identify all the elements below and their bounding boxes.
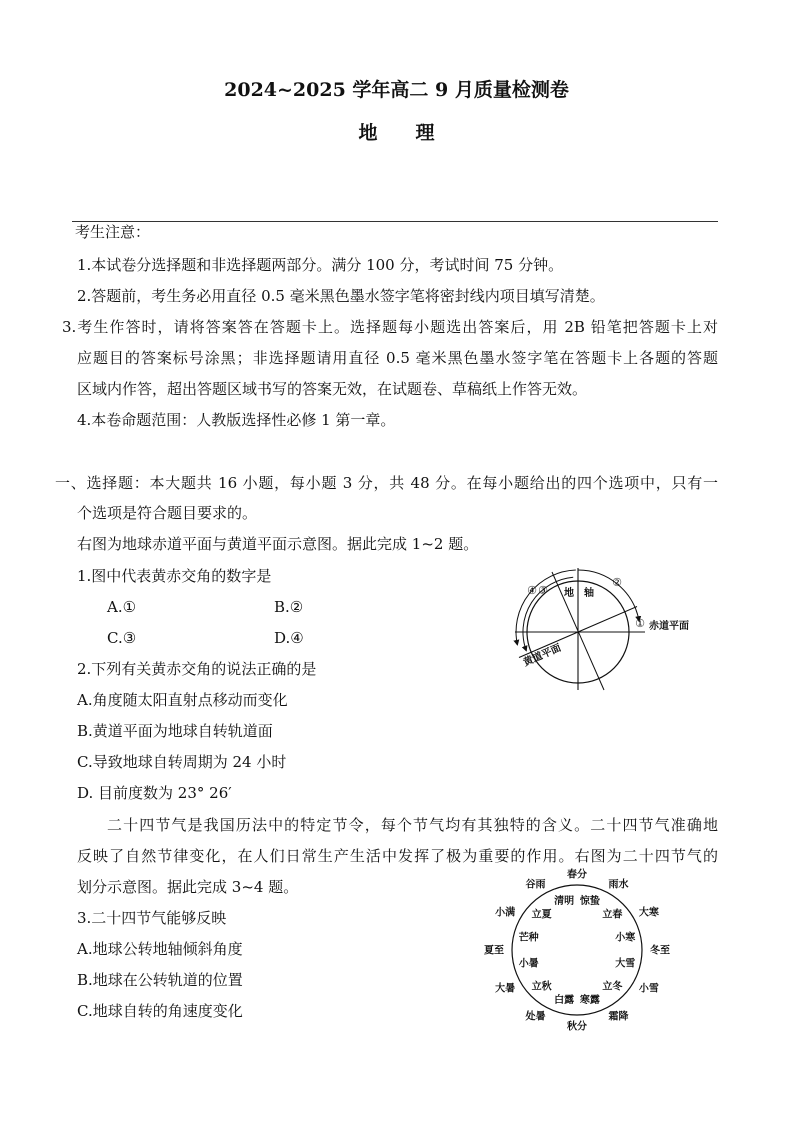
solar-term-label: 惊蛰 [579, 896, 600, 908]
question-stem: 1.图中代表黄赤交角的数字是 [77, 567, 272, 585]
solar-term-label: 立冬 [602, 981, 623, 993]
notice-line: 2.答题前，考生务必用直径 0.5 毫米黑色墨水签字笔将密封线内项目填写清楚。 [77, 287, 605, 305]
angle-arc-4 [516, 570, 576, 645]
group-intro-line: 二十四节气是我国历法中的特定节令，每个节气均有其独特的含义。二十四节气准确地 [107, 816, 718, 834]
axis-label: 地 轴 [564, 588, 594, 599]
solar-term-label: 大雪 [615, 958, 636, 970]
solar-term-label: 雨水 [608, 879, 629, 891]
equator-plane-label: 赤道平面 [649, 621, 689, 632]
solar-term-label: 谷雨 [525, 879, 546, 891]
option-d: D.④ [274, 629, 304, 647]
solar-term-label: 立春 [602, 909, 623, 921]
subject-title: 地 理 [358, 122, 435, 144]
option-d: D. 目前度数为 23° 26′ [77, 784, 232, 802]
solar-term-label: 小满 [495, 907, 516, 919]
exam-title: 2024~2025 学年高二 9 月质量检测卷 [224, 79, 569, 101]
solar-term-label: 霜降 [608, 1011, 629, 1023]
notice-line: 3.考生作答时，请将答案答在答题卡上。选择题每小题选出答案后，用 2B 铅笔把答题卡上对 [62, 318, 718, 336]
option-b: B.地球在公转轨道的位置 [77, 971, 243, 989]
solar-term-label: 大寒 [638, 907, 659, 919]
solar-term-label: 秋分 [567, 1021, 587, 1033]
orbit-circle [512, 885, 642, 1015]
option-c: C.导致地球自转周期为 24 小时 [77, 753, 287, 771]
question-stem: 3.二十四节气能够反映 [77, 909, 227, 927]
option-a: A.角度随太阳直射点移动而变化 [77, 691, 288, 709]
angle-marker-4: ④ [527, 584, 537, 597]
solar-term-label: 大暑 [495, 983, 516, 995]
solar-term-label: 冬至 [650, 945, 670, 957]
solar-term-label: 春分 [567, 869, 587, 881]
solar-term-label: 寒露 [579, 994, 600, 1006]
solar-term-label: 小寒 [615, 932, 636, 944]
group-intro: 右图为地球赤道平面与黄道平面示意图。据此完成 1~2 题。 [77, 535, 479, 553]
notice-line: 4.本卷命题范围：人教版选择性必修 1 第一章。 [77, 411, 396, 429]
option-b: B.② [274, 598, 304, 616]
section-heading-line: 个选项是符合题目要求的。 [77, 504, 258, 522]
option-b: B.黄道平面为地球自转轨道面 [77, 722, 273, 740]
notice-line: 1.本试卷分选择题和非选择题两部分。满分 100 分，考试时间 75 分钟。 [77, 256, 564, 274]
solar-term-label: 芒种 [518, 932, 539, 944]
option-a: A.① [107, 598, 137, 616]
solar-term-label: 清明 [554, 896, 575, 908]
angle-marker-1: ① [635, 617, 645, 630]
angle-marker-3: ③ [538, 584, 548, 597]
notice-line: 应题目的答案标号涂黑；非选择题请用直径 0.5 毫米黑色墨水签字笔在答题卡上各题的答题 [77, 349, 718, 367]
solar-terms-diagram [480, 862, 680, 1038]
notice-line: 区域内作答，超出答题区域书写的答案无效，在试题卷、草稿纸上作答无效。 [77, 380, 588, 398]
option-a: A.地球公转地轴倾斜角度 [77, 940, 243, 958]
solar-term-label: 白露 [554, 994, 575, 1006]
header-divider [72, 221, 718, 222]
group-intro-line: 反映了自然节律变化，在人们日常生产生活中发挥了极为重要的作用。右图为二十四节气的 [77, 847, 718, 865]
solar-term-label: 小暑 [518, 958, 539, 970]
angle-marker-2: ② [612, 576, 622, 589]
question-stem: 2.下列有关黄赤交角的说法正确的是 [77, 660, 317, 678]
solar-term-label: 夏至 [484, 945, 504, 957]
solar-term-label: 立夏 [531, 909, 552, 921]
solar-term-label: 小雪 [638, 983, 659, 995]
solar-term-label: 处暑 [525, 1011, 546, 1023]
notice-heading: 考生注意： [75, 223, 151, 241]
group-intro-line: 划分示意图。据此完成 3~4 题。 [77, 878, 299, 896]
solar-term-label: 立秋 [531, 981, 552, 993]
ecliptic-plane-label: 黄道平面 [521, 642, 563, 669]
option-c: C.③ [107, 629, 137, 647]
option-c: C.地球自转的角速度变化 [77, 1002, 243, 1020]
equator-ecliptic-diagram [505, 558, 705, 698]
section-heading-line: 一、选择题：本大题共 16 小题，每小题 3 分，共 48 分。在每小题给出的四个选项中，只有一 [55, 474, 718, 492]
